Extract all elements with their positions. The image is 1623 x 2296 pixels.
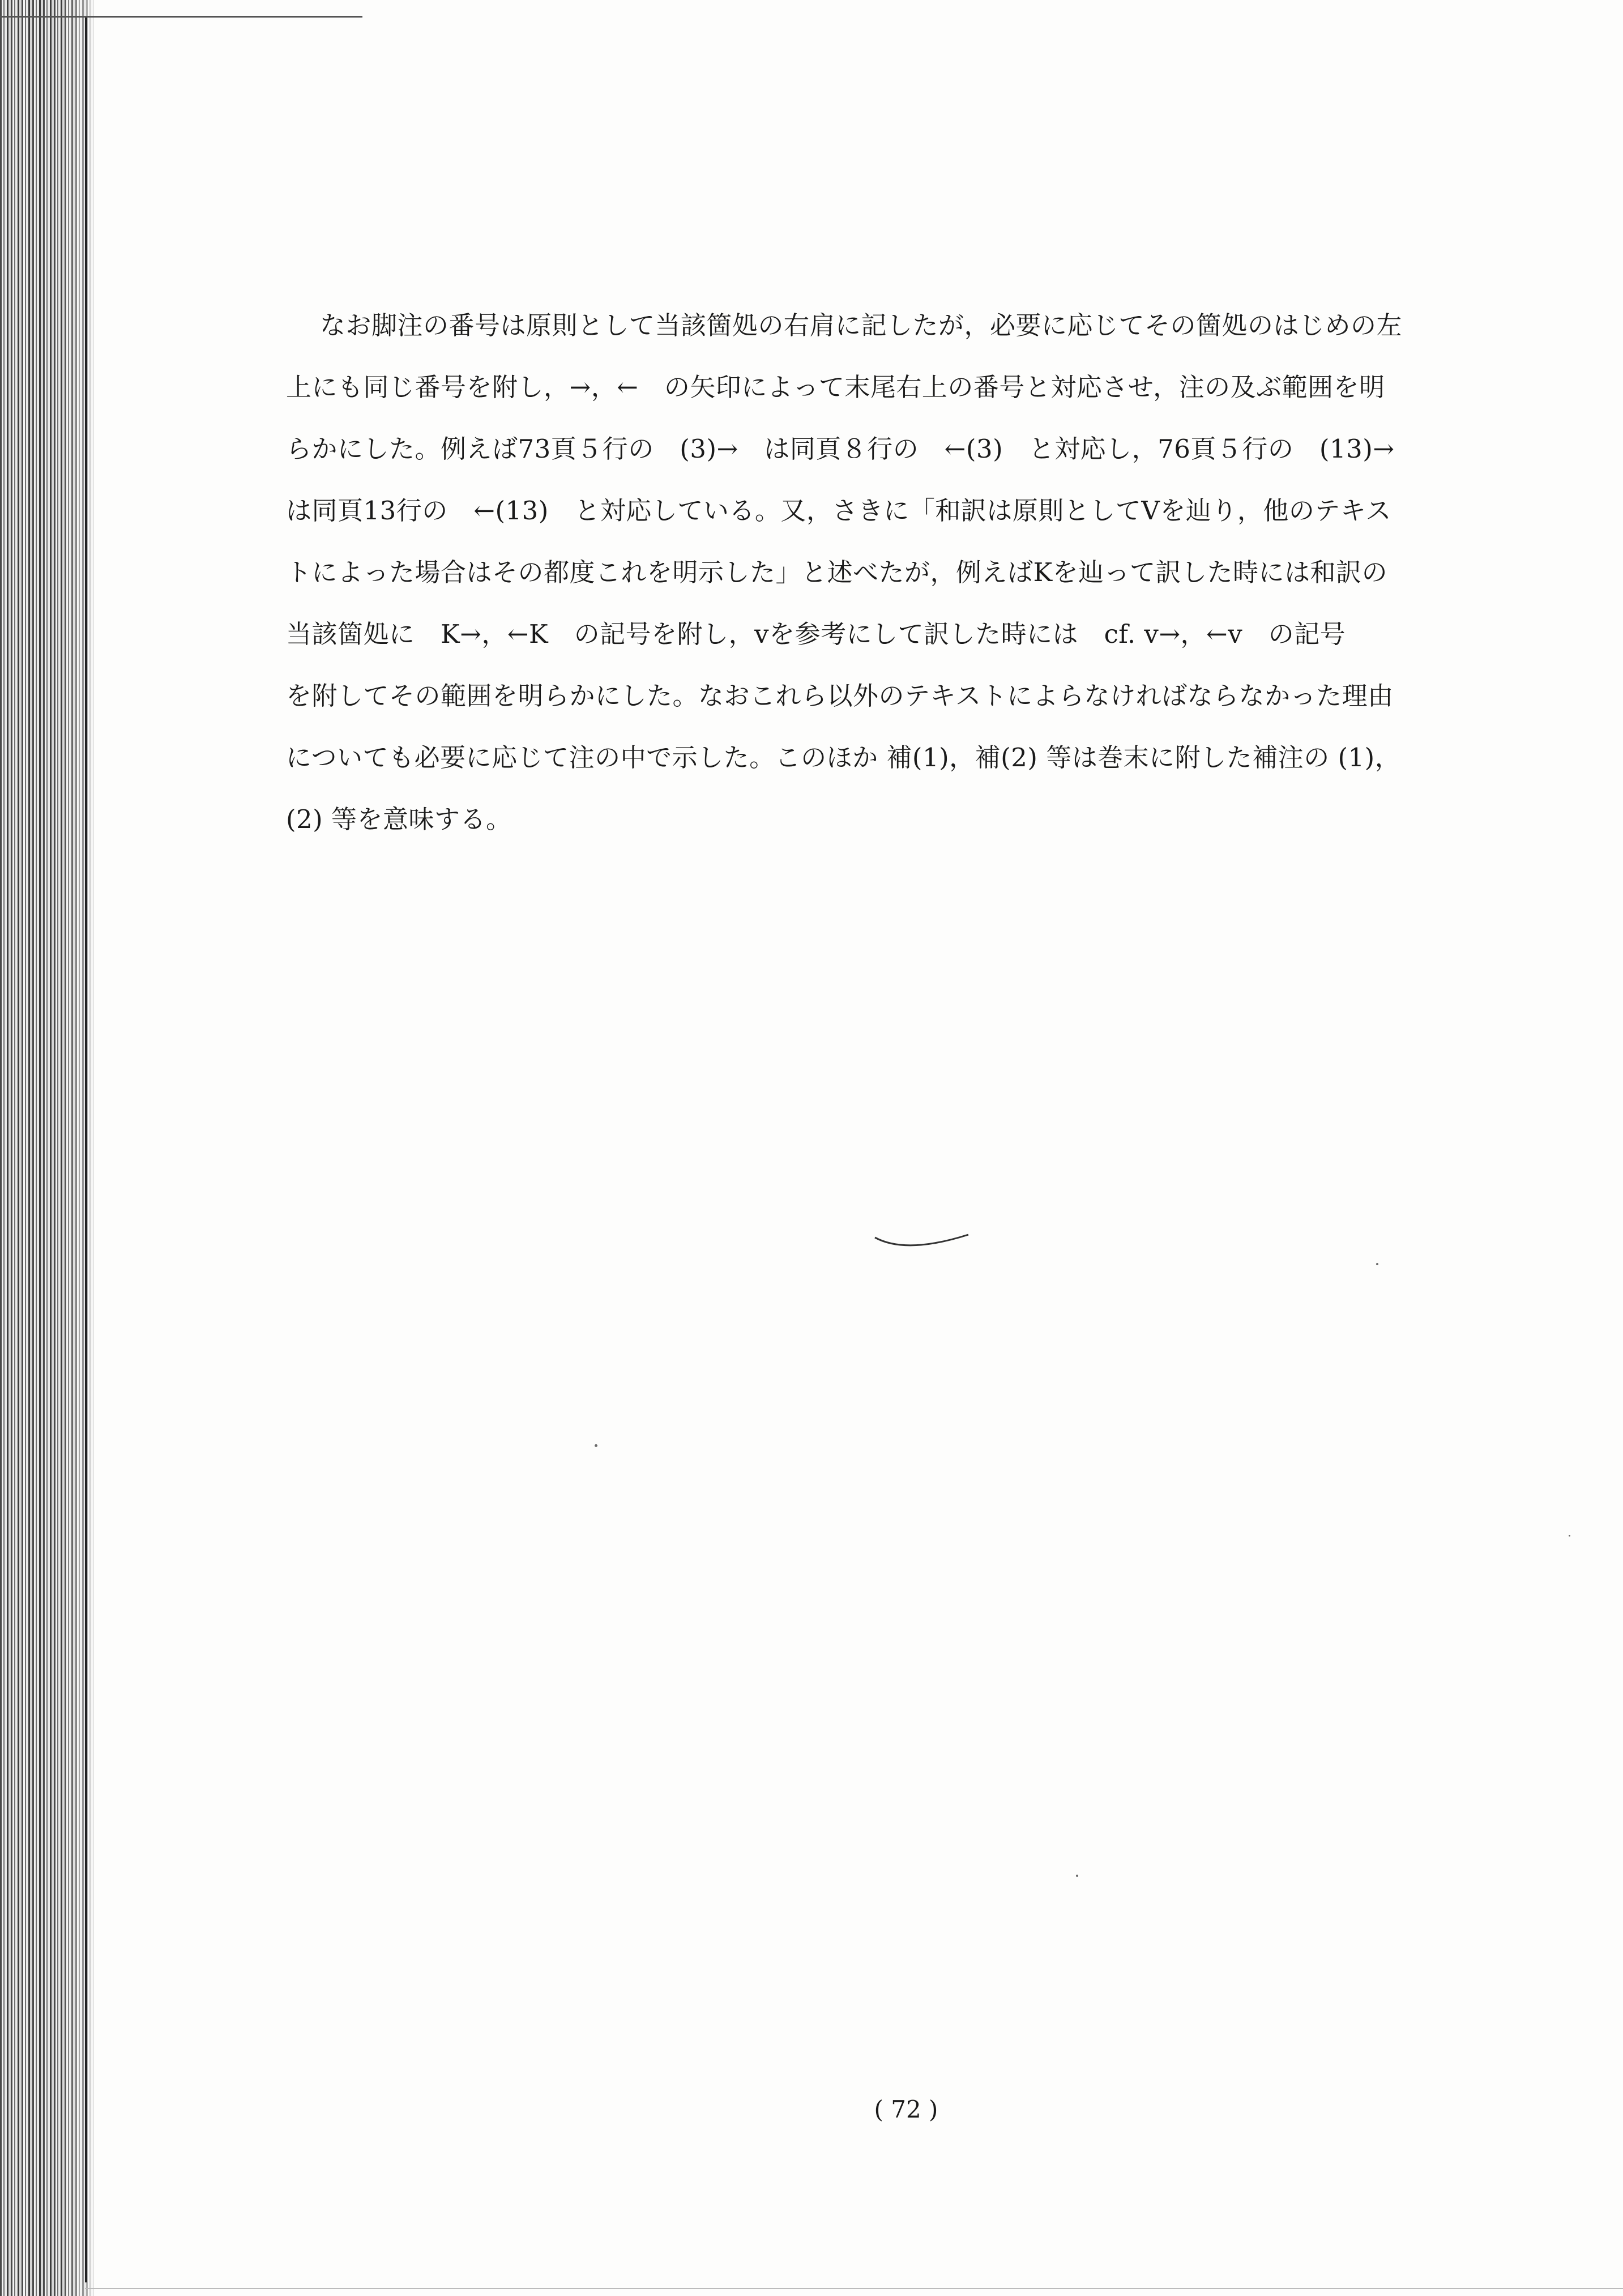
text-line: らかにした。例えば73頁５行の (3)→ は同頁８行の ←(3) と対応し，76頁５行の (13)→ — [286, 434, 1395, 464]
text-line: なお脚注の番号は原則として当該箇処の右肩に記したが，必要に応じてその箇処のはじめの左 — [320, 310, 1403, 340]
text-line: (2) 等を意味する。 — [286, 804, 512, 834]
scan-speck — [1569, 1535, 1570, 1537]
scan-speck — [595, 1444, 597, 1447]
page-number: ( 72 ) — [874, 2096, 938, 2123]
top-edge-rule — [0, 16, 362, 18]
scan-speck — [1376, 1263, 1378, 1265]
text-line: 上にも同じ番号を附し，→，← の矢印によって末尾右上の番号と対応させ，注の及ぶ範囲を明 — [286, 372, 1385, 402]
page-edge-line — [85, 17, 87, 2282]
text-line: 当該箇処に K→，←K の記号を附し，vを参考にして訳した時には cf. v→，←v の記号 — [286, 619, 1346, 649]
body-paragraph — [286, 295, 1521, 850]
bottom-edge-rule — [85, 2288, 1623, 2289]
text-line: は同頁13行の ←(13) と対応している。又，さきに「和訳は原則としてVを辿り，他のテキス — [286, 496, 1391, 526]
text-line: を附してその範囲を明らかにした。なおこれら以外のテキストによらなければならなかった理由 — [286, 681, 1394, 711]
scan-speck — [1076, 1875, 1078, 1877]
text-line: トによった場合はその都度これを明示した」と述べたが，例えばKを辿って訳した時には和訳の — [286, 557, 1388, 587]
text-line: についても必要に応じて注の中で示した。このほか 補(1)，補(2) 等は巻末に附した補注の (1)， — [286, 742, 1401, 773]
pencil-mark — [872, 1229, 974, 1257]
